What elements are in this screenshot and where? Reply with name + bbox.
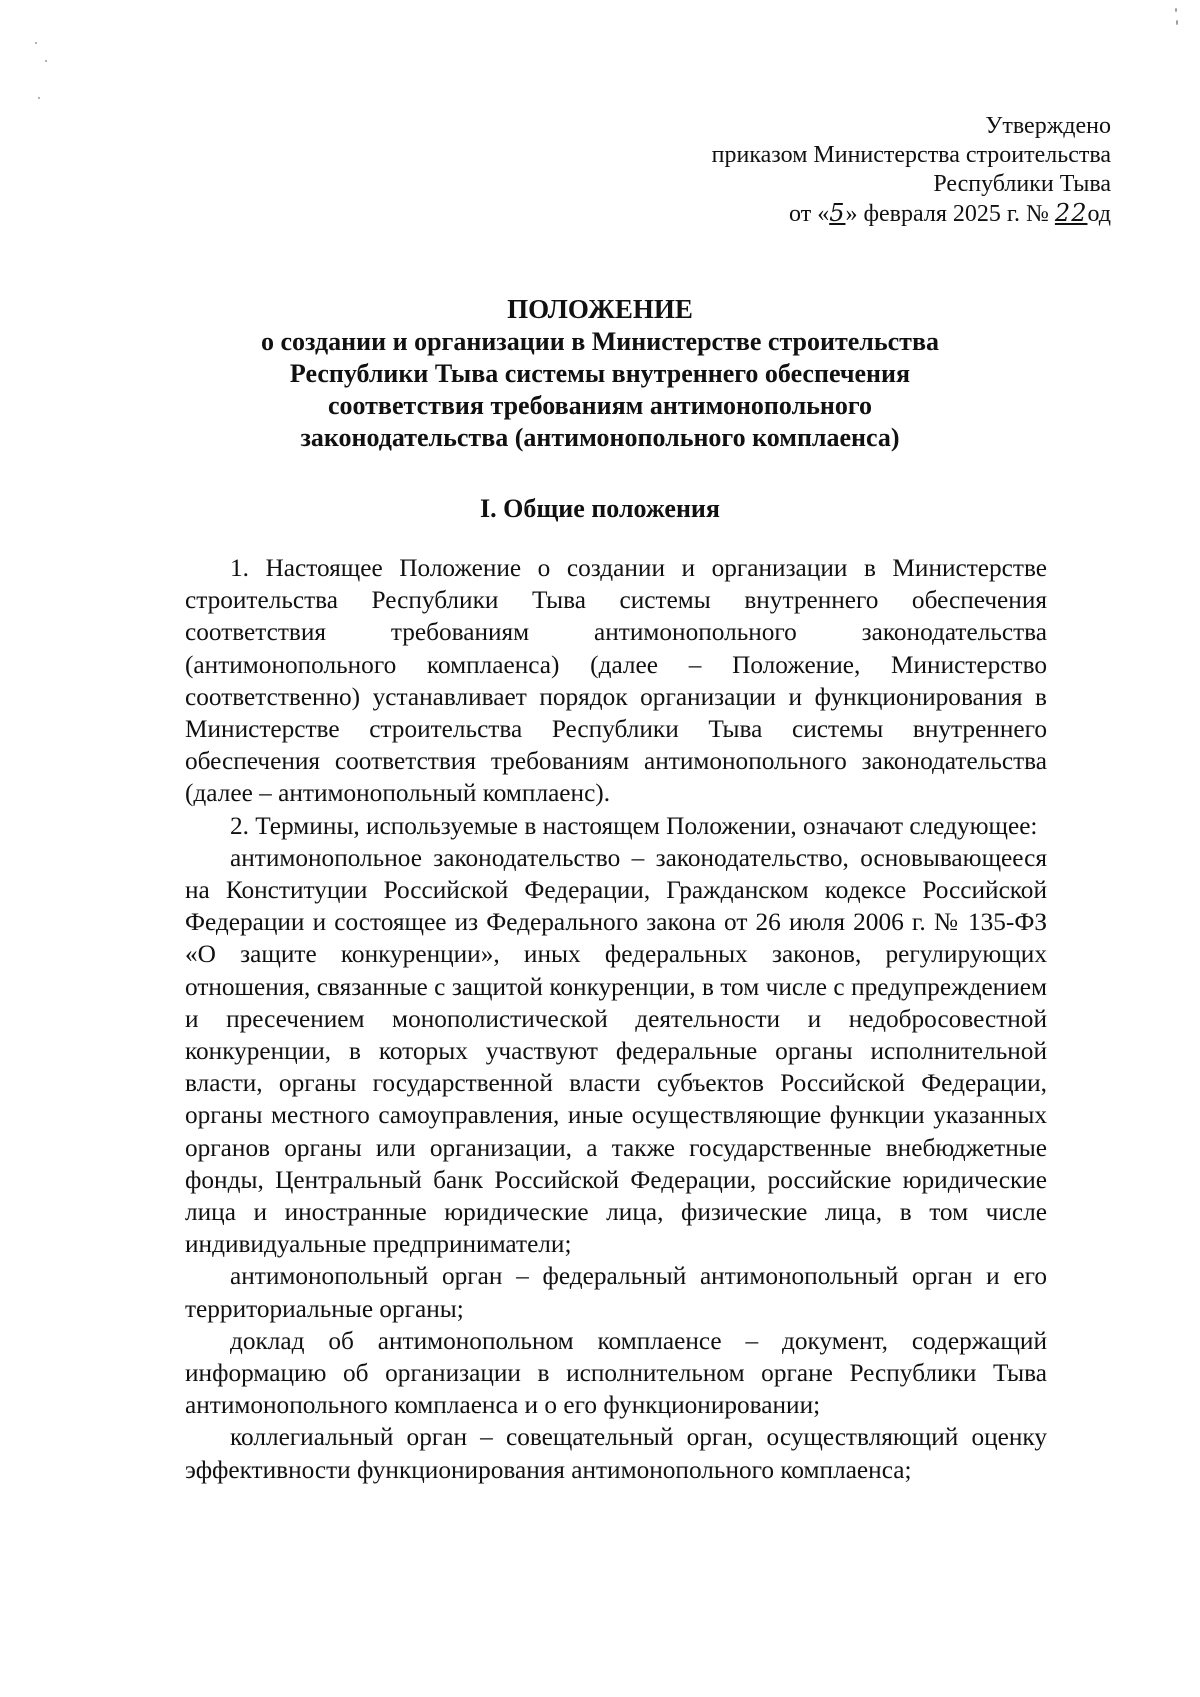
approval-day-handwritten: 5: [829, 199, 846, 227]
title-line-1: о создании и организации в Министерстве строительства: [260, 327, 939, 356]
approval-number-handwritten: 22: [1054, 199, 1088, 227]
approval-line-date: [551, 199, 1111, 229]
paragraph-definition-antimonopoly-body: антимонопольный орган – федеральный антимонопольный орган и его территориальные органы;: [185, 1262, 1047, 1323]
approval-date-middle: » февраля 2025 г. №: [845, 201, 1055, 227]
approval-line-republic: Республики Тыва: [933, 171, 1111, 197]
approval-date-prefix: от «: [789, 201, 830, 227]
paragraph-definition-antimonopoly-law: антимонопольное законодательство – законодательство, основывающееся на Конституции Российской Федерации, Гражданском кодексе Российской Федерации и состоящее из Федерального закона от 26 июля 2006 г. № 135-ФЗ «О защите конкуренции», иных федеральных законов, регулирующих отношения, связанные с защитой конкуренции, в том числе с предупреждением и пресечением монополистической деятельности и недобросовестной конкуренции, в которых участвуют федеральные органы исполнительной власти, органы государственной власти субъектов Российской Федерации, органы местного самоуправления, иные осуществляющие функции указанных органов органы или организации, а также государственные внебюджетные фонды, Центральный банк Российской Федерации, российские юридические лица и иностранные юридические лица, физические лица, в том числе индивидуальные предприниматели;: [185, 843, 1047, 1259]
approval-line-approved: Утверждено: [985, 113, 1111, 139]
title-line-2: Республики Тыва системы внутреннего обеспечения: [289, 359, 911, 388]
approval-stamp-block: [551, 112, 1111, 229]
document-body: [185, 552, 1047, 1486]
paragraph-1: 1. Настоящее Положение о создании и организации в Министерстве строительства Республики Тыва системы внутреннего обеспечения соответствия требованиям антимонопольного законодательства (антимонопольного комплаенса) (далее – Положение, Министерство соответственно) устанавливает порядок организации и функционирования в Министерстве строительства Республики Тыва системы внутреннего обеспечения соответствия требованиям антимонопольного законодательства (далее – антимонопольный комплаенс).: [185, 554, 1047, 808]
approval-line-order: приказом Министерства строительства: [711, 142, 1111, 168]
paragraph-2: 2. Термины, используемые в настоящем Положении, означают следующее:: [230, 811, 1038, 840]
title-line-4: законодательства (антимонопольного комплаенса): [300, 423, 900, 452]
document-title: [150, 293, 1050, 454]
title-line-3: соответствия требованиям антимонопольного: [327, 391, 873, 420]
paragraph-definition-collegial-body: коллегиальный орган – совещательный орган, осуществляющий оценку эффективности функционирования антимонопольного комплаенса;: [185, 1423, 1047, 1484]
approval-number-suffix: од: [1087, 201, 1111, 227]
title-main: ПОЛОЖЕНИЕ: [507, 294, 693, 324]
paragraph-definition-compliance-report: доклад об антимонопольном комплаенсе – документ, содержащий информацию об организации в исполнительном органе Республики Тыва антимонопольного комплаенса и о его функционировании;: [185, 1326, 1047, 1420]
section-heading: I. Общие положения: [480, 494, 720, 523]
